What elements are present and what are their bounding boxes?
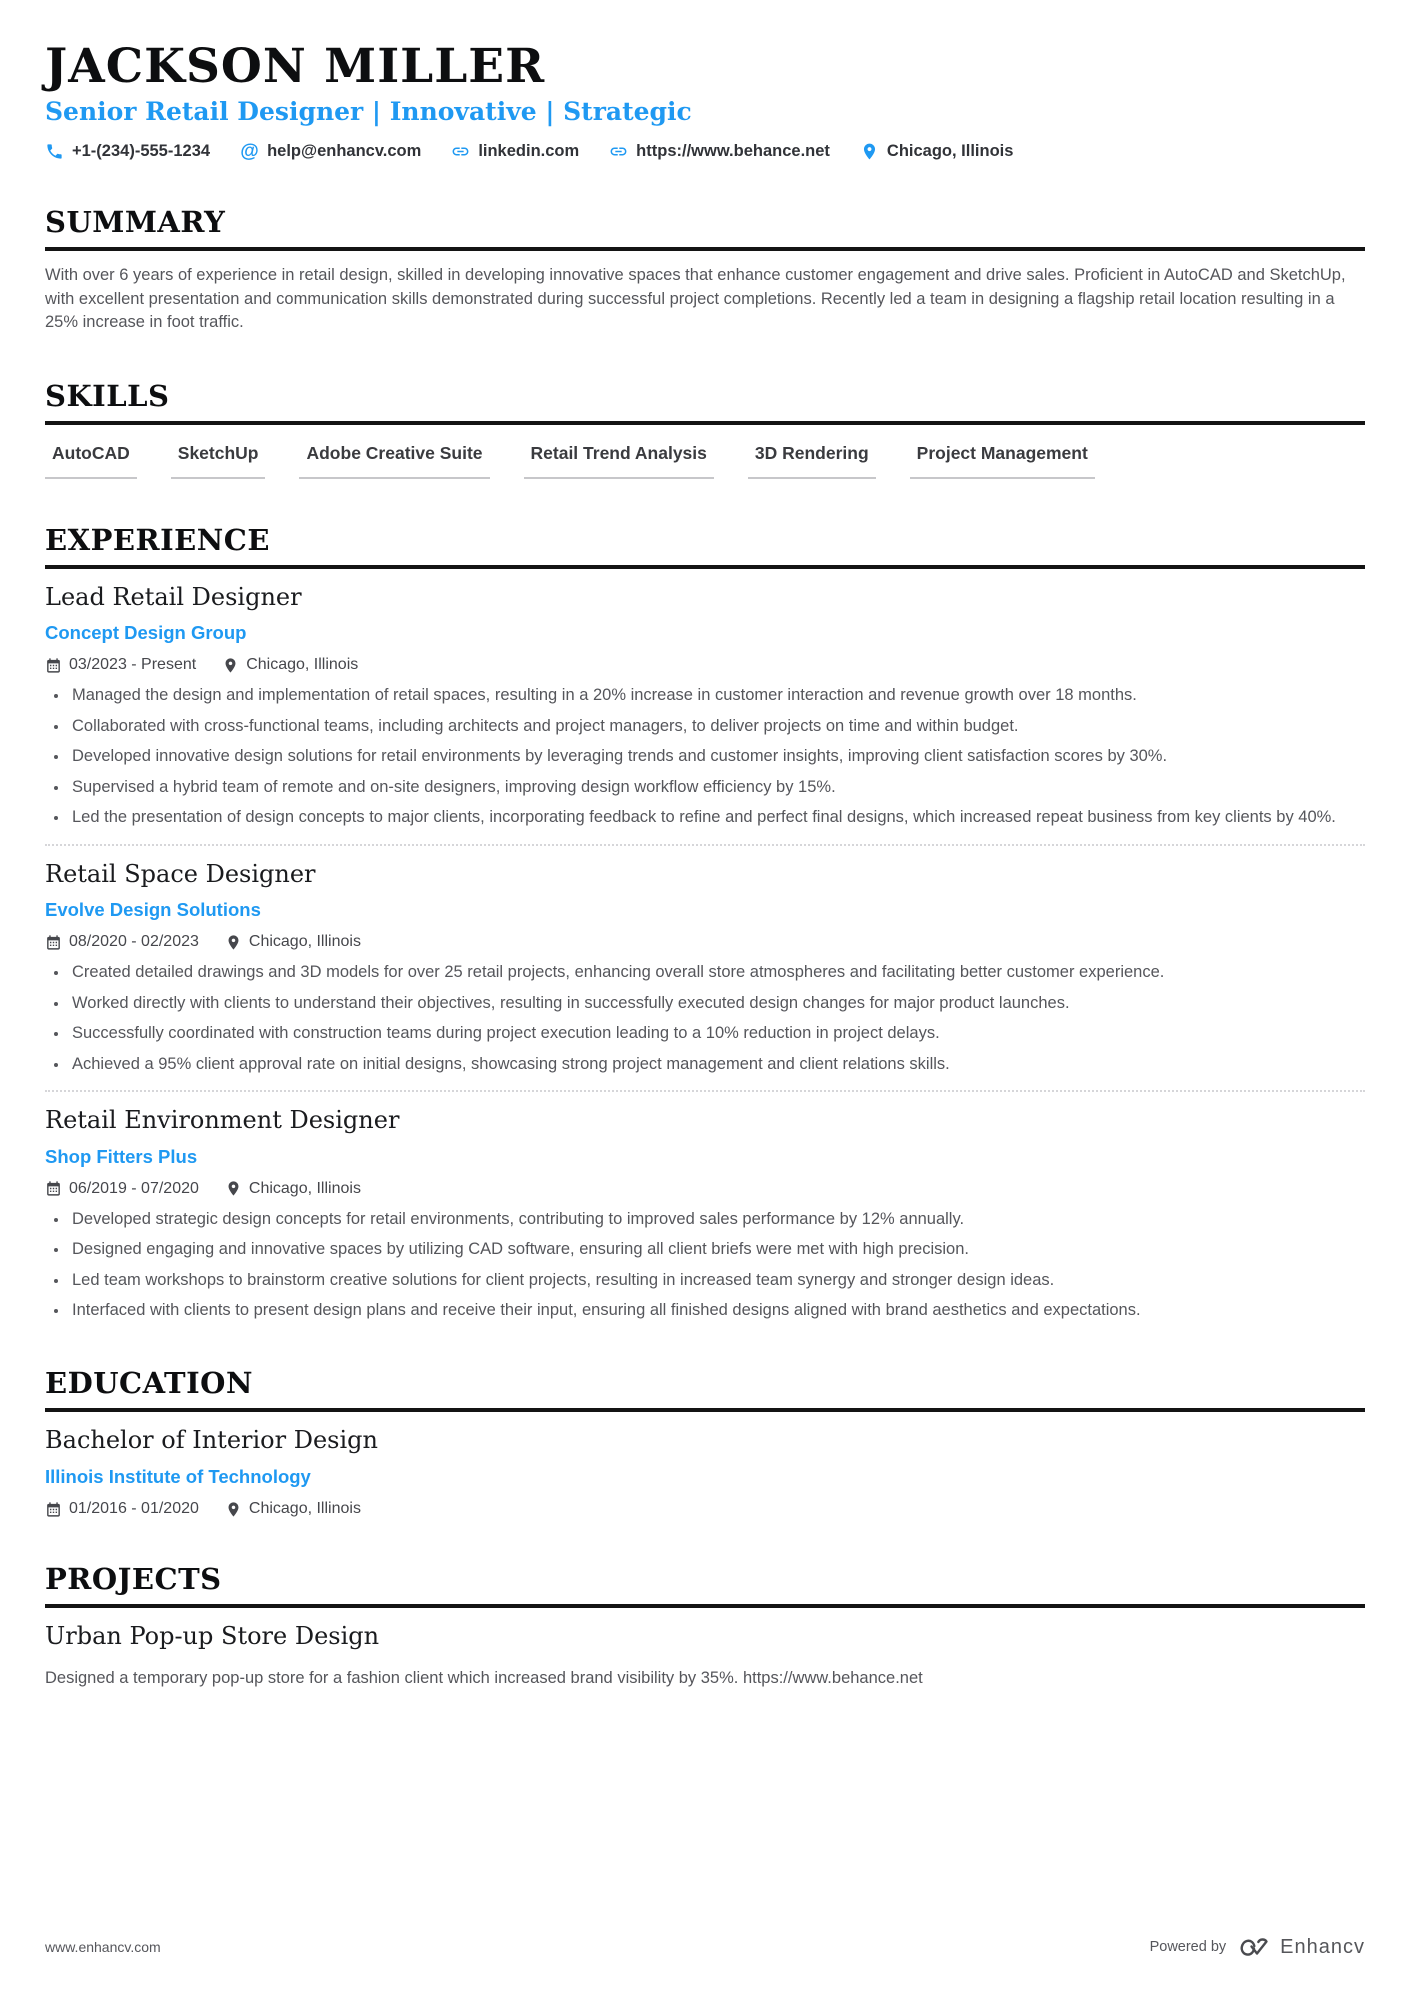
link-icon bbox=[451, 142, 470, 161]
calendar-icon bbox=[45, 1501, 62, 1518]
skill-item: Project Management bbox=[910, 443, 1095, 479]
job-bullet: • Interfaced with clients to present design plans and receive their input, ensuring all finished designs aligned with brand aesthetics and expectations. bbox=[69, 1299, 1365, 1322]
job-dates-text: 06/2019 - 07/2020 bbox=[69, 1179, 199, 1197]
enhancv-wordmark: Enhancv bbox=[1280, 1935, 1365, 1958]
job-bullets bbox=[69, 961, 1365, 1076]
job-dates bbox=[45, 933, 199, 951]
website-url: https://www.behance.net bbox=[636, 142, 830, 161]
skill-item: Retail Trend Analysis bbox=[524, 443, 714, 479]
section-skills bbox=[45, 379, 1365, 479]
powered-by-label: Powered by bbox=[1149, 1939, 1227, 1955]
experience-heading: EXPERIENCE bbox=[45, 523, 1365, 569]
powered-by bbox=[1150, 1935, 1365, 1959]
calendar-icon bbox=[45, 934, 62, 951]
job-dates-text: 03/2023 - Present bbox=[69, 656, 197, 674]
section-education bbox=[45, 1366, 1365, 1518]
footer-site-link[interactable]: www.enhancv.com bbox=[45, 1939, 161, 1955]
project-entry bbox=[45, 1608, 1365, 1690]
job-bullet: • Worked directly with clients to understand their objectives, resulting in successfully executed design changes for major product launches. bbox=[69, 992, 1365, 1015]
job-bullet: • Achieved a 95% client approval rate on initial designs, showcasing strong project management and client relations skills. bbox=[69, 1053, 1365, 1076]
enhancv-logo-icon bbox=[1238, 1935, 1272, 1959]
location-pin-icon bbox=[225, 934, 242, 951]
skills-row bbox=[45, 443, 1365, 479]
job-bullets bbox=[69, 1208, 1365, 1323]
company-name: Concept Design Group bbox=[45, 622, 247, 644]
job-bullet: • Supervised a hybrid team of remote and on-site designers, improving design workflow efficiency by 15%. bbox=[69, 776, 1365, 799]
location-pin-icon bbox=[222, 657, 239, 674]
job-title: Retail Environment Designer bbox=[45, 1106, 400, 1134]
location-pin-icon bbox=[860, 142, 879, 161]
job-location-text: Chicago, Illinois bbox=[248, 1179, 361, 1197]
job-location-text: Chicago, Illinois bbox=[246, 656, 359, 674]
project-title: Urban Pop-up Store Design bbox=[45, 1622, 380, 1651]
location-text: Chicago, Illinois bbox=[886, 142, 1014, 161]
contact-phone[interactable] bbox=[45, 142, 210, 161]
section-experience bbox=[45, 523, 1365, 1323]
project-description: Designed a temporary pop-up store for a fashion client which increased brand visibility by 35%. https://www.behance.net bbox=[45, 1669, 923, 1688]
location-pin-icon bbox=[225, 1180, 242, 1197]
calendar-icon bbox=[45, 1180, 62, 1197]
at-icon: @ bbox=[240, 141, 259, 163]
job-location bbox=[225, 1180, 361, 1198]
location-pin-icon bbox=[225, 1501, 242, 1518]
experience-entry bbox=[45, 844, 1365, 1076]
job-dates bbox=[45, 1180, 199, 1198]
job-bullet: • Led the presentation of design concepts to major clients, incorporating feedback to refine and perfect final designs, which increased repeat business from key clients by 40%. bbox=[69, 806, 1365, 829]
candidate-name: JACKSON MILLER bbox=[45, 39, 546, 94]
summary-heading: SUMMARY bbox=[45, 205, 1365, 251]
job-bullet: • Developed innovative design solutions for retail environments by leveraging trends and customer insights, improving client satisfaction scores by 30%. bbox=[69, 745, 1365, 768]
job-dates bbox=[45, 656, 196, 674]
job-bullet: • Led team workshops to brainstorm creative solutions for client projects, resulting in increased team synergy and stronger design ideas. bbox=[69, 1269, 1365, 1292]
education-entry bbox=[45, 1412, 1365, 1518]
education-meta bbox=[45, 1500, 1365, 1518]
education-dates bbox=[45, 1500, 199, 1518]
phone-icon bbox=[45, 142, 64, 161]
job-bullet: • Managed the design and implementation of retail spaces, resulting in a 20% increase in customer interaction and revenue growth over 18 months. bbox=[69, 684, 1365, 707]
skill-item: Adobe Creative Suite bbox=[299, 443, 489, 479]
skills-heading: SKILLS bbox=[45, 379, 1365, 425]
company-name: Evolve Design Solutions bbox=[45, 899, 261, 921]
candidate-headline: Senior Retail Designer | Innovative | Strategic bbox=[45, 97, 692, 127]
contact-email[interactable] bbox=[240, 142, 421, 161]
job-bullets bbox=[69, 684, 1365, 829]
education-heading: EDUCATION bbox=[45, 1366, 1365, 1412]
link-icon bbox=[609, 142, 628, 161]
resume-header bbox=[45, 39, 1365, 163]
contact-website[interactable] bbox=[609, 142, 830, 161]
job-location-text: Chicago, Illinois bbox=[248, 933, 361, 951]
page-footer bbox=[45, 1935, 1365, 1959]
phone-number: +1-(234)-555-1234 bbox=[72, 142, 211, 161]
job-bullet: • Developed strategic design concepts for retail environments, contributing to improved sales performance by 12% annually. bbox=[69, 1208, 1365, 1231]
school-name: Illinois Institute of Technology bbox=[45, 1466, 311, 1488]
linkedin-url: linkedin.com bbox=[478, 142, 580, 161]
summary-text: With over 6 years of experience in retail design, skilled in developing innovative spaces that enhance customer engagement and drive sales. Proficient in AutoCAD and SketchUp, with excellent presentation and communication skills demonstrated during successful project completions. Recently led a team in designing a flagship retail location resulting in a 25% increase in foot traffic. bbox=[45, 266, 1346, 332]
job-location bbox=[222, 656, 358, 674]
section-projects bbox=[45, 1562, 1365, 1690]
education-location bbox=[225, 1500, 361, 1518]
contact-row bbox=[45, 142, 1365, 161]
job-meta bbox=[45, 933, 1365, 951]
job-bullet: • Created detailed drawings and 3D models for over 25 retail projects, enhancing overall store atmospheres and facilitating better customer experience. bbox=[69, 961, 1365, 984]
email-address: help@enhancv.com bbox=[267, 142, 422, 161]
job-meta bbox=[45, 1180, 1365, 1198]
job-bullet: • Designed engaging and innovative spaces by utilizing CAD software, ensuring all client briefs were met with high precision. bbox=[69, 1238, 1365, 1261]
job-title: Retail Space Designer bbox=[45, 859, 316, 888]
contact-linkedin[interactable] bbox=[451, 142, 579, 161]
job-dates-text: 08/2020 - 02/2023 bbox=[69, 933, 199, 951]
job-meta bbox=[45, 656, 1365, 674]
contact-location bbox=[860, 142, 1014, 161]
skill-item: 3D Rendering bbox=[748, 443, 876, 479]
job-bullet: • Collaborated with cross-functional teams, including architects and project managers, to deliver projects on time and within budget. bbox=[69, 715, 1365, 738]
skill-item: AutoCAD bbox=[45, 443, 137, 479]
job-bullet: • Successfully coordinated with construction teams during project execution leading to a 10% reduction in project delays. bbox=[69, 1022, 1365, 1045]
education-location-text: Chicago, Illinois bbox=[248, 1500, 361, 1518]
enhancv-brand[interactable] bbox=[1238, 1935, 1365, 1959]
job-location bbox=[225, 933, 361, 951]
projects-heading: PROJECTS bbox=[45, 1562, 1365, 1608]
section-summary bbox=[45, 205, 1365, 334]
degree-title: Bachelor of Interior Design bbox=[45, 1426, 378, 1455]
skill-item: SketchUp bbox=[171, 443, 266, 479]
experience-entry bbox=[45, 569, 1365, 830]
job-title: Lead Retail Designer bbox=[45, 582, 302, 611]
experience-entry bbox=[45, 1090, 1365, 1322]
education-dates-text: 01/2016 - 01/2020 bbox=[69, 1500, 199, 1518]
calendar-icon bbox=[45, 657, 62, 674]
company-name: Shop Fitters Plus bbox=[45, 1145, 198, 1167]
